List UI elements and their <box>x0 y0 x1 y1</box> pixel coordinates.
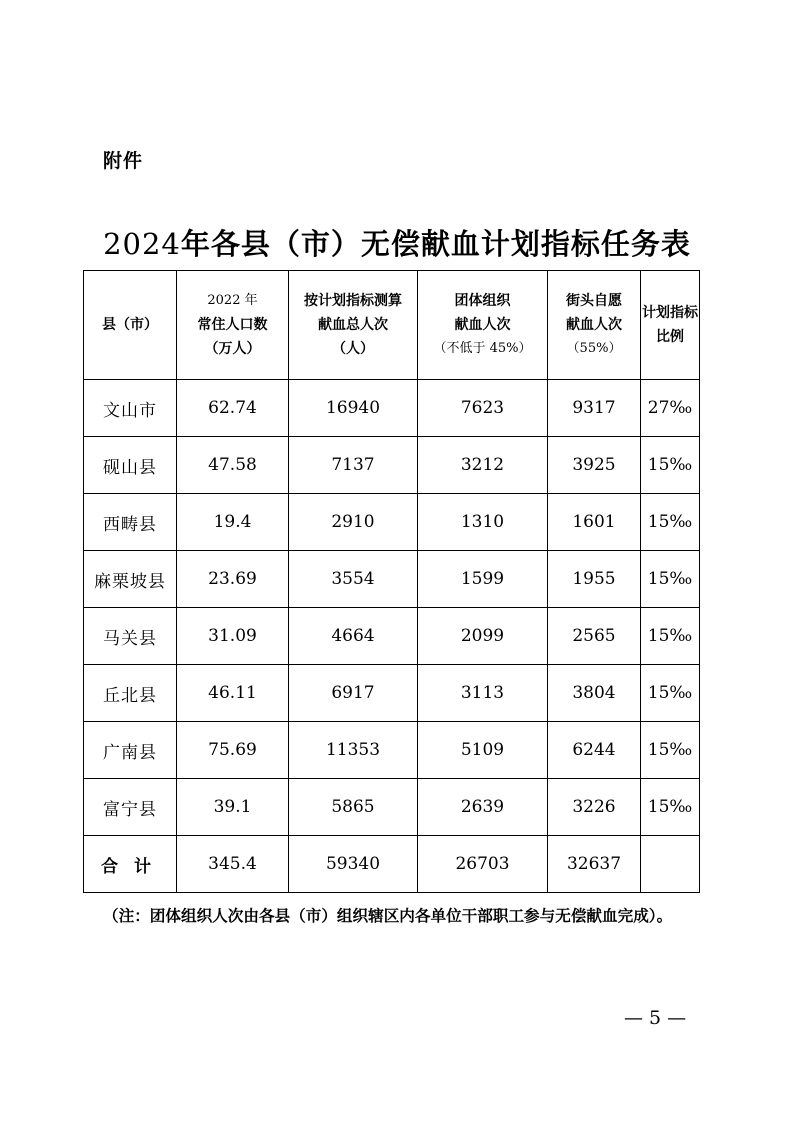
header-population-line1: 2022 年 <box>207 293 258 308</box>
cell-total: 2910 <box>289 494 418 551</box>
table-row <box>84 380 700 437</box>
table-row <box>84 551 700 608</box>
cell-group: 3113 <box>418 665 548 722</box>
cell-county: 砚山县 <box>84 437 177 494</box>
cell-ratio: 15‰ <box>641 494 700 551</box>
cell-street: 3925 <box>548 437 641 494</box>
cell-county: 文山市 <box>84 380 177 437</box>
title-year: 2024 <box>103 227 181 261</box>
cell-total: 7137 <box>289 437 418 494</box>
cell-group: 1599 <box>418 551 548 608</box>
cell-total-group: 26703 <box>418 836 548 893</box>
header-street-line3: （55%） <box>566 341 622 356</box>
cell-population: 19.4 <box>177 494 289 551</box>
cell-total-label: 合计 <box>84 836 177 893</box>
cell-total: 16940 <box>289 380 418 437</box>
cell-street: 2565 <box>548 608 641 665</box>
page-number: — 5 — <box>624 1007 687 1029</box>
header-population-line2: 常住人口数 <box>197 317 268 333</box>
document-title <box>0 222 794 263</box>
cell-ratio: 15‰ <box>641 608 700 665</box>
header-street <box>548 271 641 380</box>
header-total-line2: 献血总人次 <box>318 317 388 333</box>
header-group-line1: 团体组织 <box>454 293 511 309</box>
table-row <box>84 779 700 836</box>
header-group-line3: （不低于 45%） <box>433 341 532 356</box>
table-note: （注：团体组织人次由各县（市）组织辖区内各单位干部职工参与无偿献血完成）。 <box>103 907 673 925</box>
header-total-line3: （人） <box>332 341 374 357</box>
table-row <box>84 608 700 665</box>
cell-total-total: 59340 <box>289 836 418 893</box>
table-header-row <box>84 271 700 380</box>
header-group-line2: 献血人次 <box>454 317 511 333</box>
cell-population: 62.74 <box>177 380 289 437</box>
header-ratio-line1: 计划指标 <box>642 305 698 321</box>
table-row <box>84 437 700 494</box>
table-row <box>84 665 700 722</box>
header-group <box>418 271 548 380</box>
cell-group: 1310 <box>418 494 548 551</box>
cell-total: 4664 <box>289 608 418 665</box>
header-total <box>289 271 418 380</box>
cell-street: 1601 <box>548 494 641 551</box>
cell-population: 47.58 <box>177 437 289 494</box>
cell-total-ratio <box>641 836 700 893</box>
header-street-line1: 街头自愿 <box>566 293 622 309</box>
cell-total: 6917 <box>289 665 418 722</box>
header-county: 县（市） <box>84 271 177 380</box>
cell-ratio: 15‰ <box>641 551 700 608</box>
cell-street: 1955 <box>548 551 641 608</box>
table-row <box>84 722 700 779</box>
table-row <box>84 494 700 551</box>
cell-population: 46.11 <box>177 665 289 722</box>
title-text: 年各县（市）无偿献血计划指标任务表 <box>180 227 691 261</box>
header-total-line1: 按计划指标测算 <box>304 293 402 309</box>
quota-table <box>83 270 700 893</box>
cell-county: 西畴县 <box>84 494 177 551</box>
cell-county: 丘北县 <box>84 665 177 722</box>
cell-group: 5109 <box>418 722 548 779</box>
cell-county: 富宁县 <box>84 779 177 836</box>
cell-county: 麻栗坡县 <box>84 551 177 608</box>
cell-group: 3212 <box>418 437 548 494</box>
cell-total-street: 32637 <box>548 836 641 893</box>
cell-total-population: 345.4 <box>177 836 289 893</box>
table-total-row <box>84 836 700 893</box>
cell-group: 7623 <box>418 380 548 437</box>
cell-population: 23.69 <box>177 551 289 608</box>
header-street-line2: 献血人次 <box>566 317 622 333</box>
cell-street: 3226 <box>548 779 641 836</box>
cell-total: 5865 <box>289 779 418 836</box>
header-ratio-line2: 比例 <box>656 329 684 345</box>
cell-group: 2099 <box>418 608 548 665</box>
cell-group: 2639 <box>418 779 548 836</box>
cell-county: 广南县 <box>84 722 177 779</box>
cell-population: 39.1 <box>177 779 289 836</box>
cell-ratio: 27‰ <box>641 380 700 437</box>
header-ratio <box>641 271 700 380</box>
cell-county: 马关县 <box>84 608 177 665</box>
header-population <box>177 271 289 380</box>
cell-street: 6244 <box>548 722 641 779</box>
cell-street: 9317 <box>548 380 641 437</box>
cell-ratio: 15‰ <box>641 437 700 494</box>
cell-total: 3554 <box>289 551 418 608</box>
attachment-label: 附件 <box>103 150 144 172</box>
cell-population: 75.69 <box>177 722 289 779</box>
cell-total: 11353 <box>289 722 418 779</box>
cell-ratio: 15‰ <box>641 665 700 722</box>
cell-ratio: 15‰ <box>641 722 700 779</box>
cell-ratio: 15‰ <box>641 779 700 836</box>
cell-population: 31.09 <box>177 608 289 665</box>
cell-street: 3804 <box>548 665 641 722</box>
header-population-line3: （万人） <box>204 341 261 357</box>
